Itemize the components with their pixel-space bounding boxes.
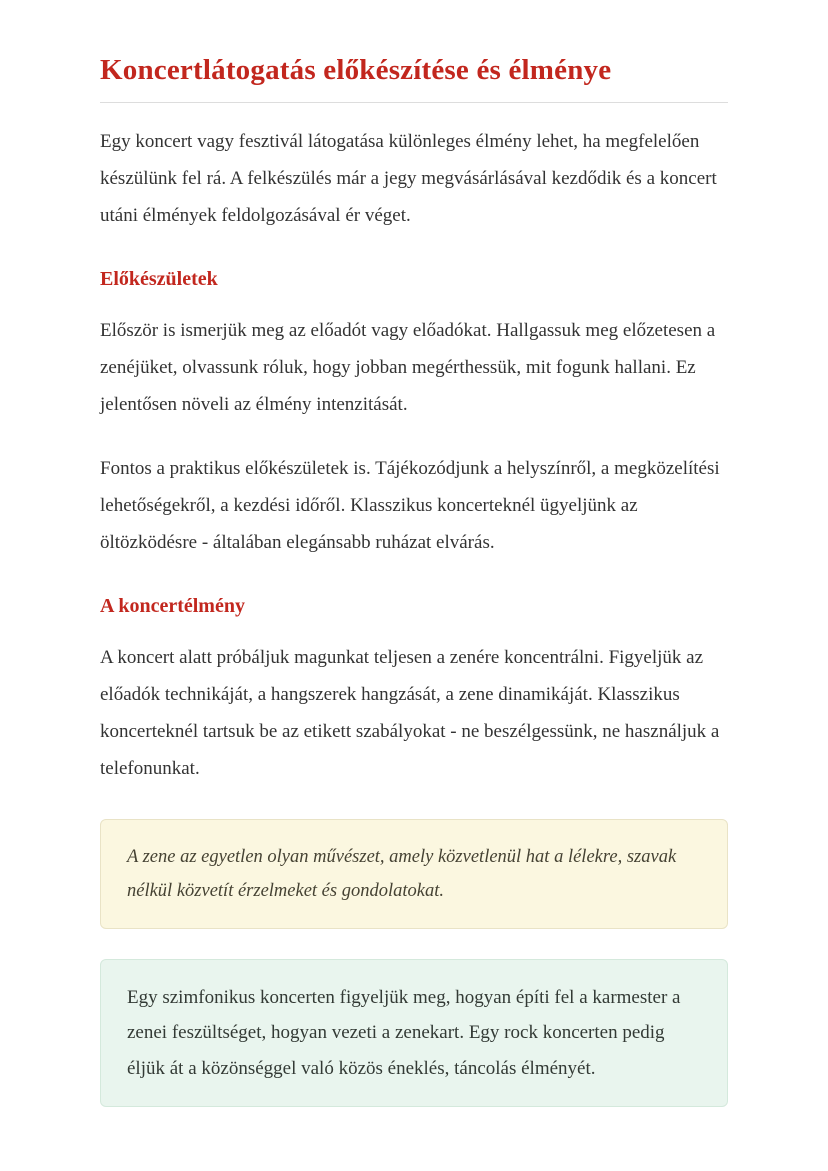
highlight-text: Egy szimfonikus koncerten figyeljük meg, hogyan építi fel a karmester a zenei feszültséget, hogyan vezeti a zenekart. Egy rock koncerten pedig éljük át a közönséggel való közös éneklés, táncolás élményét.: [127, 987, 681, 1079]
quote-text: A zene az egyetlen olyan művészet, amely közvetlenül hat a lélekre, szavak nélkül közvetít érzelmeket és gondolatokat.: [127, 846, 677, 902]
concert-experience-paragraph: A koncert alatt próbáljuk magunkat teljesen a zenére koncentrálni. Figyeljük az előadók technikáját, a hangszerek hangzását, a zene dinamikáját. Klasszikus koncerteknél tartsuk be az etikett szabályokat - ne beszélgessünk, ne használjuk a telefonunkat.: [100, 646, 720, 779]
title-divider: [100, 102, 728, 103]
preparations-paragraph-1: Először is ismerjük meg az előadót vagy előadókat. Hallgassuk meg előzetesen a zenéjüket, olvassunk róluk, hogy jobban megérthessük, mit fogunk hallani. Ez jelentősen növeli az élmény intenzitását.: [100, 320, 716, 416]
quote-box: [100, 819, 728, 929]
preparations-paragraph-2: Fontos a praktikus előkészületek is. Tájékozódjunk a helyszínről, a megközelítési lehetőségekről, a kezdési időről. Klasszikus koncerteknél ügyeljünk az öltözködésre - általában elegánsabb ruházat elvárás.: [100, 457, 720, 553]
section-heading-concert-experience: A koncertélmény: [100, 594, 245, 617]
article: [100, 0, 728, 1107]
highlight-box: [100, 959, 728, 1106]
page-title: Koncertlátogatás előkészítése és élménye: [100, 54, 612, 86]
section-heading-preparations: Előkészületek: [100, 268, 218, 291]
intro-paragraph: Egy koncert vagy fesztivál látogatása különleges élmény lehet, ha megfelelően készülünk fel rá. A felkészülés már a jegy megvásárlásával kezdődik és a koncert utáni élmények feldolgozásával ér véget.: [100, 131, 717, 227]
